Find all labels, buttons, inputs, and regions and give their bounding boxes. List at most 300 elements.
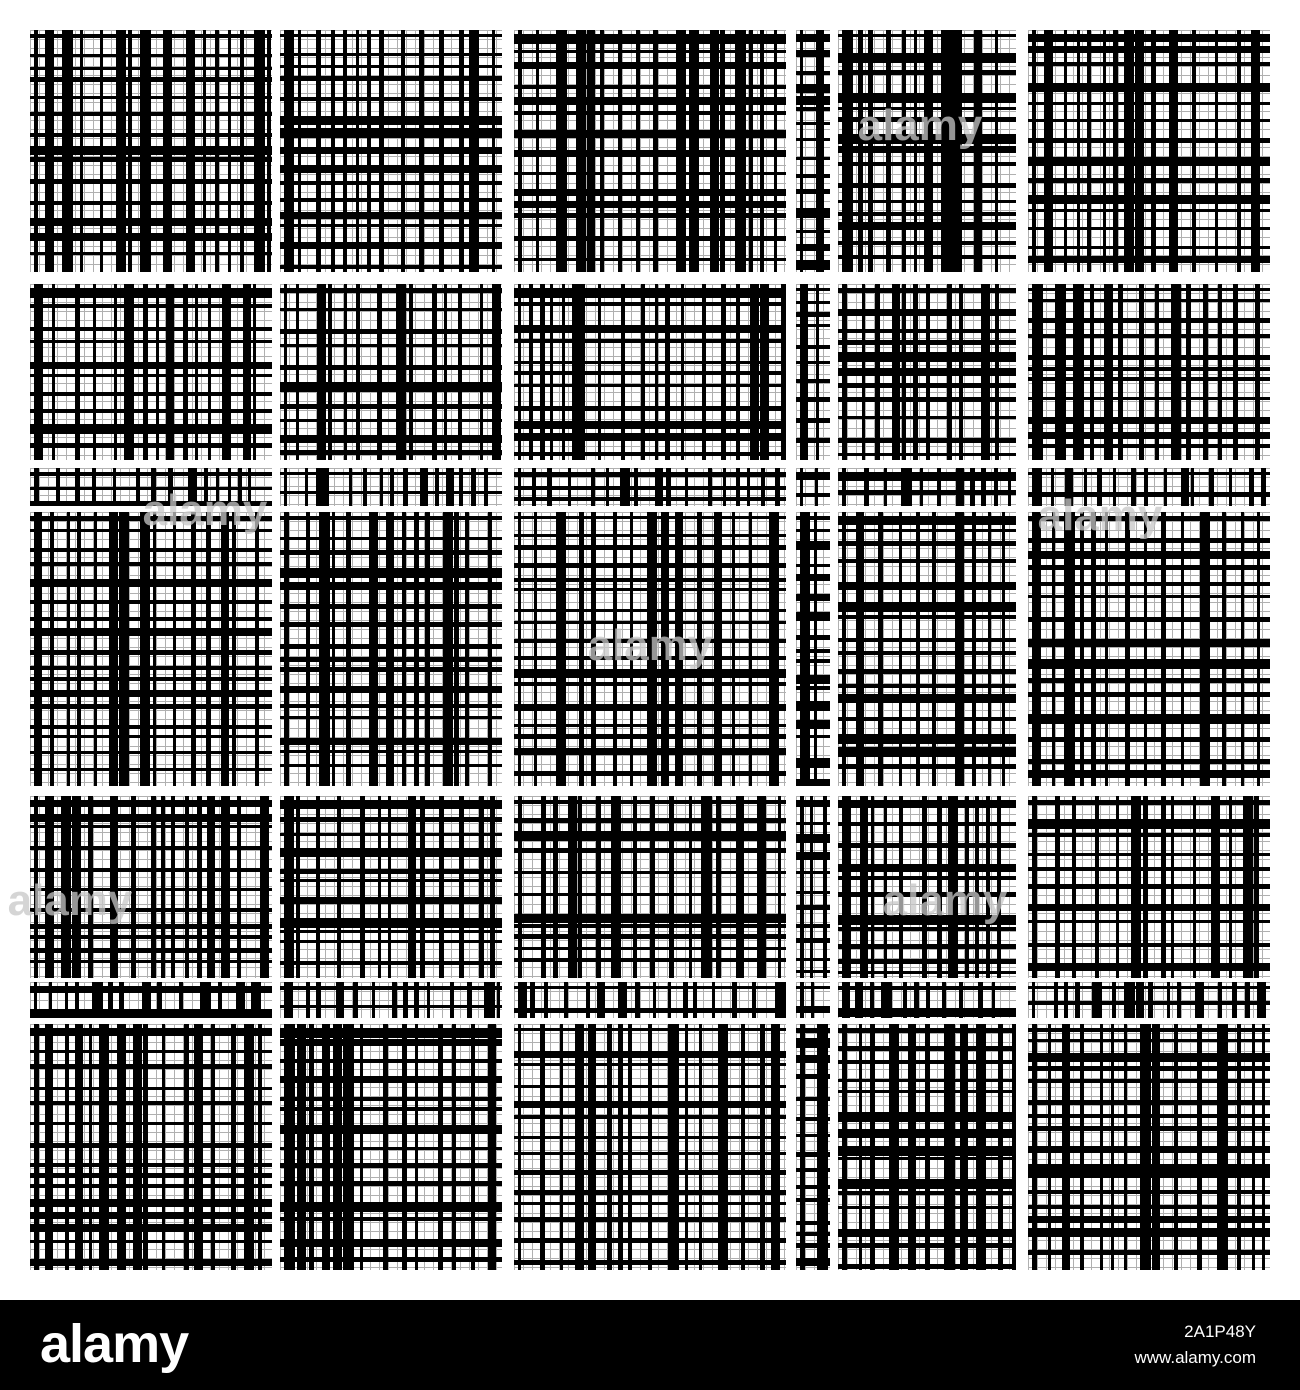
thin-horizontal-line: [280, 428, 502, 429]
horizontal-line: [280, 212, 502, 219]
horizontal-line: [838, 529, 1016, 532]
horizontal-line: [30, 1064, 272, 1069]
horizontal-line: [30, 392, 272, 396]
horizontal-line: [1028, 246, 1270, 249]
horizontal-line: [838, 383, 1016, 388]
horizontal-line: [1028, 833, 1270, 837]
horizontal-line: [1028, 884, 1270, 889]
vertical-line: [337, 796, 341, 978]
horizontal-line: [796, 1028, 830, 1033]
horizontal-line: [514, 1238, 786, 1243]
thin-horizontal-line: [514, 311, 786, 312]
horizontal-line: [514, 771, 786, 776]
vertical-line: [1002, 512, 1005, 786]
vertical-line: [611, 796, 621, 978]
thin-vertical-line: [57, 512, 58, 786]
vertical-line: [771, 1024, 780, 1270]
horizontal-line: [514, 452, 786, 456]
horizontal-line: [838, 472, 1016, 481]
thin-vertical-line: [183, 512, 184, 786]
vertical-line: [1169, 30, 1178, 272]
thin-vertical-line: [84, 512, 85, 786]
horizontal-line: [1028, 256, 1270, 263]
horizontal-line: [796, 1243, 830, 1248]
horizontal-line: [30, 868, 272, 872]
thin-horizontal-line: [514, 338, 786, 339]
thin-horizontal-line: [280, 410, 502, 411]
horizontal-line: [280, 918, 502, 928]
horizontal-line: [838, 309, 1016, 316]
horizontal-line: [838, 1129, 1016, 1138]
thin-horizontal-line: [30, 437, 272, 438]
horizontal-line: [838, 453, 1016, 456]
horizontal-line: [838, 694, 1016, 703]
horizontal-line: [514, 871, 786, 874]
horizontal-line: [796, 107, 830, 111]
thin-horizontal-line: [514, 356, 786, 357]
horizontal-line: [1028, 800, 1270, 805]
thin-horizontal-line: [30, 401, 272, 402]
horizontal-line: [796, 986, 830, 989]
horizontal-line: [280, 1181, 502, 1186]
vertical-line: [714, 512, 722, 786]
thin-horizontal-line: [514, 320, 786, 321]
horizontal-line: [796, 1055, 830, 1063]
thin-vertical-line: [246, 512, 247, 786]
horizontal-line: [796, 1074, 830, 1079]
horizontal-line: [838, 34, 1016, 37]
horizontal-line: [1028, 904, 1270, 911]
vertical-line: [1064, 30, 1067, 272]
horizontal-line: [280, 716, 502, 719]
horizontal-line: [514, 516, 786, 519]
thin-vertical-line: [982, 512, 983, 786]
horizontal-line: [30, 650, 272, 655]
horizontal-line: [280, 242, 502, 249]
horizontal-line: [514, 947, 786, 950]
horizontal-line: [280, 491, 502, 494]
horizontal-line: [280, 165, 502, 173]
vertical-line: [67, 512, 70, 786]
horizontal-line: [30, 327, 272, 331]
thin-horizontal-line: [30, 338, 272, 339]
horizontal-line: [838, 352, 1016, 362]
horizontal-line: [796, 1134, 830, 1137]
horizontal-line: [838, 1243, 1016, 1248]
thin-horizontal-line: [280, 446, 502, 447]
horizontal-line: [280, 382, 502, 392]
horizontal-line: [796, 612, 830, 621]
horizontal-line: [796, 1152, 830, 1157]
vertical-line: [1087, 30, 1091, 272]
watermark-text: alamy: [882, 876, 1008, 925]
horizontal-line: [280, 750, 502, 753]
horizontal-line: [280, 1217, 502, 1221]
thin-horizontal-line: [514, 468, 786, 469]
vertical-line: [607, 1024, 612, 1270]
thin-vertical-line: [739, 512, 740, 786]
horizontal-line: [30, 1122, 272, 1125]
horizontal-line: [796, 1168, 830, 1172]
horizontal-line: [30, 751, 272, 754]
horizontal-line: [838, 764, 1016, 769]
vertical-line: [1237, 30, 1241, 272]
horizontal-line: [796, 1006, 830, 1013]
horizontal-line: [838, 212, 1016, 216]
horizontal-line: [280, 704, 502, 708]
horizontal-line: [280, 288, 502, 293]
horizontal-line: [280, 1076, 502, 1083]
horizontal-line: [280, 128, 502, 138]
horizontal-line: [838, 638, 1016, 642]
thin-vertical-line: [874, 512, 875, 786]
horizontal-line: [838, 986, 1016, 990]
thin-vertical-line: [523, 512, 524, 786]
horizontal-line: [838, 416, 1016, 419]
horizontal-line: [514, 172, 786, 175]
horizontal-line: [796, 735, 830, 738]
thin-horizontal-line: [280, 111, 502, 112]
horizontal-line: [280, 1039, 502, 1046]
thin-vertical-line: [237, 512, 238, 786]
horizontal-line: [1028, 1001, 1270, 1005]
horizontal-line: [514, 893, 786, 896]
vertical-line: [1113, 30, 1118, 272]
vertical-line: [628, 1024, 632, 1270]
horizontal-line: [280, 1202, 502, 1212]
vertical-line: [232, 512, 236, 786]
horizontal-line: [514, 62, 786, 69]
horizontal-line: [30, 548, 272, 552]
vertical-line: [191, 512, 196, 786]
horizontal-line: [838, 864, 1016, 872]
thin-horizontal-line: [280, 48, 502, 49]
thin-vertical-line: [730, 512, 731, 786]
horizontal-line: [514, 578, 786, 582]
horizontal-line: [514, 1028, 786, 1031]
horizontal-line: [280, 604, 502, 609]
horizontal-line: [30, 1240, 272, 1243]
vertical-line: [579, 512, 584, 786]
horizontal-line: [514, 97, 786, 105]
thin-horizontal-line: [280, 347, 502, 348]
vertical-line: [556, 512, 566, 786]
horizontal-line: [796, 852, 830, 860]
horizontal-line: [514, 563, 786, 568]
vertical-line: [648, 1024, 652, 1270]
horizontal-line: [796, 472, 830, 480]
horizontal-line: [1028, 138, 1270, 143]
horizontal-line: [838, 200, 1016, 203]
horizontal-line: [514, 130, 786, 138]
horizontal-line: [1028, 1053, 1270, 1062]
horizontal-line: [1028, 1216, 1270, 1223]
horizontal-line: [30, 233, 272, 241]
horizontal-line: [796, 649, 830, 653]
thin-vertical-line: [201, 512, 202, 786]
thin-horizontal-line: [514, 347, 786, 348]
horizontal-line: [838, 1079, 1016, 1082]
vertical-line: [633, 796, 637, 978]
horizontal-line: [514, 201, 786, 208]
watermark-text: alamy: [7, 876, 133, 925]
vertical-line: [296, 796, 300, 978]
horizontal-line: [1028, 1250, 1270, 1255]
thin-vertical-line: [946, 512, 947, 786]
horizontal-line: [30, 600, 272, 604]
thin-vertical-line: [66, 512, 67, 786]
horizontal-line: [838, 1191, 1016, 1195]
vertical-line: [77, 512, 81, 786]
horizontal-line: [514, 1152, 786, 1155]
thin-horizontal-line: [514, 446, 786, 447]
horizontal-line: [1028, 867, 1270, 871]
thin-vertical-line: [550, 512, 551, 786]
vertical-line: [255, 512, 259, 786]
horizontal-line: [30, 362, 272, 369]
horizontal-line: [838, 602, 1016, 612]
horizontal-line: [796, 1198, 830, 1202]
horizontal-line: [1028, 83, 1270, 92]
horizontal-line: [30, 179, 272, 184]
horizontal-line: [796, 397, 830, 402]
thin-vertical-line: [138, 512, 139, 786]
horizontal-line: [280, 622, 502, 627]
horizontal-line: [514, 189, 786, 196]
vertical-line: [1103, 30, 1106, 272]
horizontal-line: [838, 843, 1016, 848]
horizontal-line: [796, 379, 830, 383]
horizontal-line: [280, 329, 502, 334]
horizontal-line: [838, 183, 1016, 188]
horizontal-line: [796, 189, 830, 194]
thin-horizontal-line: [1028, 841, 1270, 842]
horizontal-line: [30, 133, 272, 137]
thin-vertical-line: [532, 512, 533, 786]
thin-horizontal-line: [280, 374, 502, 375]
thin-horizontal-line: [1028, 468, 1270, 469]
horizontal-line: [30, 443, 272, 448]
horizontal-line: [838, 255, 1016, 259]
horizontal-line: [1028, 853, 1270, 856]
horizontal-line: [838, 684, 1016, 688]
horizontal-line: [280, 344, 502, 347]
horizontal-line: [838, 541, 1016, 546]
horizontal-line: [280, 879, 502, 882]
horizontal-line: [1028, 1190, 1270, 1194]
thin-horizontal-line: [30, 284, 272, 285]
vertical-line: [699, 1024, 702, 1270]
vertical-line: [540, 1024, 545, 1270]
horizontal-line: [514, 361, 786, 364]
horizontal-line: [514, 325, 786, 333]
horizontal-line: [30, 562, 272, 566]
thin-horizontal-line: [280, 302, 502, 303]
horizontal-line: [1028, 157, 1270, 166]
vertical-line: [560, 1024, 563, 1270]
horizontal-line: [838, 222, 1016, 230]
thin-vertical-line: [30, 512, 31, 786]
thin-horizontal-line: [1028, 805, 1270, 806]
vertical-line: [221, 512, 229, 786]
horizontal-line: [838, 1146, 1016, 1156]
horizontal-line: [280, 940, 502, 943]
thin-horizontal-line: [1028, 895, 1270, 896]
thin-vertical-line: [1009, 512, 1010, 786]
horizontal-line: [796, 1221, 830, 1225]
horizontal-line: [1028, 355, 1270, 360]
horizontal-line: [838, 1112, 1016, 1122]
vertical-line: [578, 796, 582, 978]
thin-horizontal-line: [1028, 949, 1270, 950]
horizontal-line: [30, 340, 272, 343]
horizontal-line: [1028, 1164, 1270, 1174]
horizontal-line: [30, 960, 272, 963]
horizontal-line: [1028, 417, 1270, 424]
horizontal-line: [1028, 195, 1270, 204]
horizontal-line: [838, 340, 1016, 345]
horizontal-line: [1028, 595, 1270, 598]
horizontal-line: [514, 924, 786, 928]
thin-horizontal-line: [514, 401, 786, 402]
horizontal-line: [838, 438, 1016, 443]
horizontal-line: [838, 288, 1016, 293]
horizontal-line: [30, 1143, 272, 1148]
vertical-line: [408, 796, 416, 978]
horizontal-line: [514, 421, 786, 429]
horizontal-line: [280, 147, 502, 154]
thin-vertical-line: [928, 512, 929, 786]
horizontal-line: [796, 208, 830, 218]
watermark-text: alamy: [857, 101, 983, 150]
vertical-line: [618, 1024, 623, 1270]
horizontal-line: [838, 1157, 1016, 1160]
horizontal-line: [1028, 819, 1270, 829]
horizontal-line: [838, 944, 1016, 949]
horizontal-line: [30, 768, 272, 771]
thin-horizontal-line: [1028, 814, 1270, 815]
horizontal-line: [280, 116, 502, 125]
horizontal-line: [30, 218, 272, 226]
horizontal-line: [838, 1179, 1016, 1189]
watermark-text: alamy: [587, 621, 713, 670]
thin-vertical-line: [847, 512, 848, 786]
horizontal-line: [838, 241, 1016, 245]
horizontal-line: [838, 1090, 1016, 1093]
horizontal-line: [1028, 565, 1270, 570]
horizontal-line: [796, 345, 830, 349]
horizontal-line: [838, 1060, 1016, 1064]
thin-vertical-line: [219, 512, 220, 786]
thin-horizontal-line: [30, 356, 272, 357]
vertical-line: [916, 512, 920, 786]
horizontal-line: [280, 897, 502, 904]
horizontal-line: [280, 869, 502, 874]
thin-horizontal-line: [1028, 976, 1270, 977]
horizontal-line: [280, 833, 502, 836]
vertical-line: [596, 796, 601, 978]
horizontal-line: [1028, 102, 1270, 105]
horizontal-line: [280, 986, 502, 990]
horizontal-line: [280, 582, 502, 590]
horizontal-line: [280, 1097, 502, 1101]
vertical-line: [800, 284, 808, 460]
horizontal-line: [514, 472, 786, 477]
horizontal-line: [796, 493, 830, 497]
horizontal-line: [30, 252, 272, 255]
horizontal-line: [838, 1008, 1016, 1017]
thin-horizontal-line: [280, 192, 502, 193]
horizontal-line: [30, 1028, 272, 1036]
horizontal-line: [514, 831, 786, 841]
horizontal-line: [838, 651, 1016, 655]
horizontal-line: [796, 871, 830, 874]
horizontal-line: [514, 682, 786, 686]
horizontal-line: [796, 635, 830, 640]
vertical-line: [109, 512, 118, 786]
horizontal-line: [514, 669, 786, 678]
horizontal-line: [796, 516, 830, 520]
thin-horizontal-line: [280, 392, 502, 393]
vertical-line: [1124, 30, 1134, 272]
thin-horizontal-line: [280, 156, 502, 157]
horizontal-line: [514, 288, 786, 298]
horizontal-line: [514, 914, 786, 923]
horizontal-line: [30, 409, 272, 413]
horizontal-line: [514, 545, 786, 550]
watermark-text: alamy: [142, 486, 268, 535]
horizontal-line: [1028, 119, 1270, 122]
horizontal-line: [838, 559, 1016, 563]
horizontal-line: [30, 846, 272, 850]
horizontal-line: [838, 582, 1016, 590]
horizontal-line: [1028, 34, 1270, 42]
vertical-line: [360, 796, 365, 978]
horizontal-line: [796, 288, 830, 291]
horizontal-line: [1028, 1114, 1270, 1118]
horizontal-line: [796, 1097, 830, 1101]
vertical-line: [800, 30, 803, 272]
thin-horizontal-line: [514, 991, 786, 992]
horizontal-line: [30, 628, 272, 636]
horizontal-line: [30, 112, 272, 116]
horizontal-line: [796, 50, 830, 57]
horizontal-line: [280, 450, 502, 455]
vertical-line: [34, 512, 42, 786]
horizontal-line: [280, 1005, 502, 1008]
vertical-line: [685, 1024, 688, 1270]
thin-vertical-line: [156, 512, 157, 786]
horizontal-line: [838, 53, 1016, 63]
horizontal-line: [514, 986, 786, 989]
horizontal-line: [1028, 377, 1270, 381]
horizontal-line: [30, 1259, 272, 1266]
horizontal-line: [796, 1117, 830, 1121]
horizontal-line: [30, 725, 272, 729]
horizontal-line: [1028, 963, 1270, 971]
vertical-line: [459, 796, 464, 978]
thin-horizontal-line: [280, 84, 502, 85]
horizontal-line: [1028, 1079, 1270, 1083]
thin-vertical-line: [568, 512, 569, 786]
horizontal-line: [280, 764, 502, 767]
horizontal-line: [796, 779, 830, 786]
horizontal-line: [280, 550, 502, 555]
horizontal-line: [30, 1184, 272, 1188]
horizontal-line: [796, 138, 830, 141]
thin-horizontal-line: [1028, 832, 1270, 833]
thin-horizontal-line: [280, 57, 502, 58]
